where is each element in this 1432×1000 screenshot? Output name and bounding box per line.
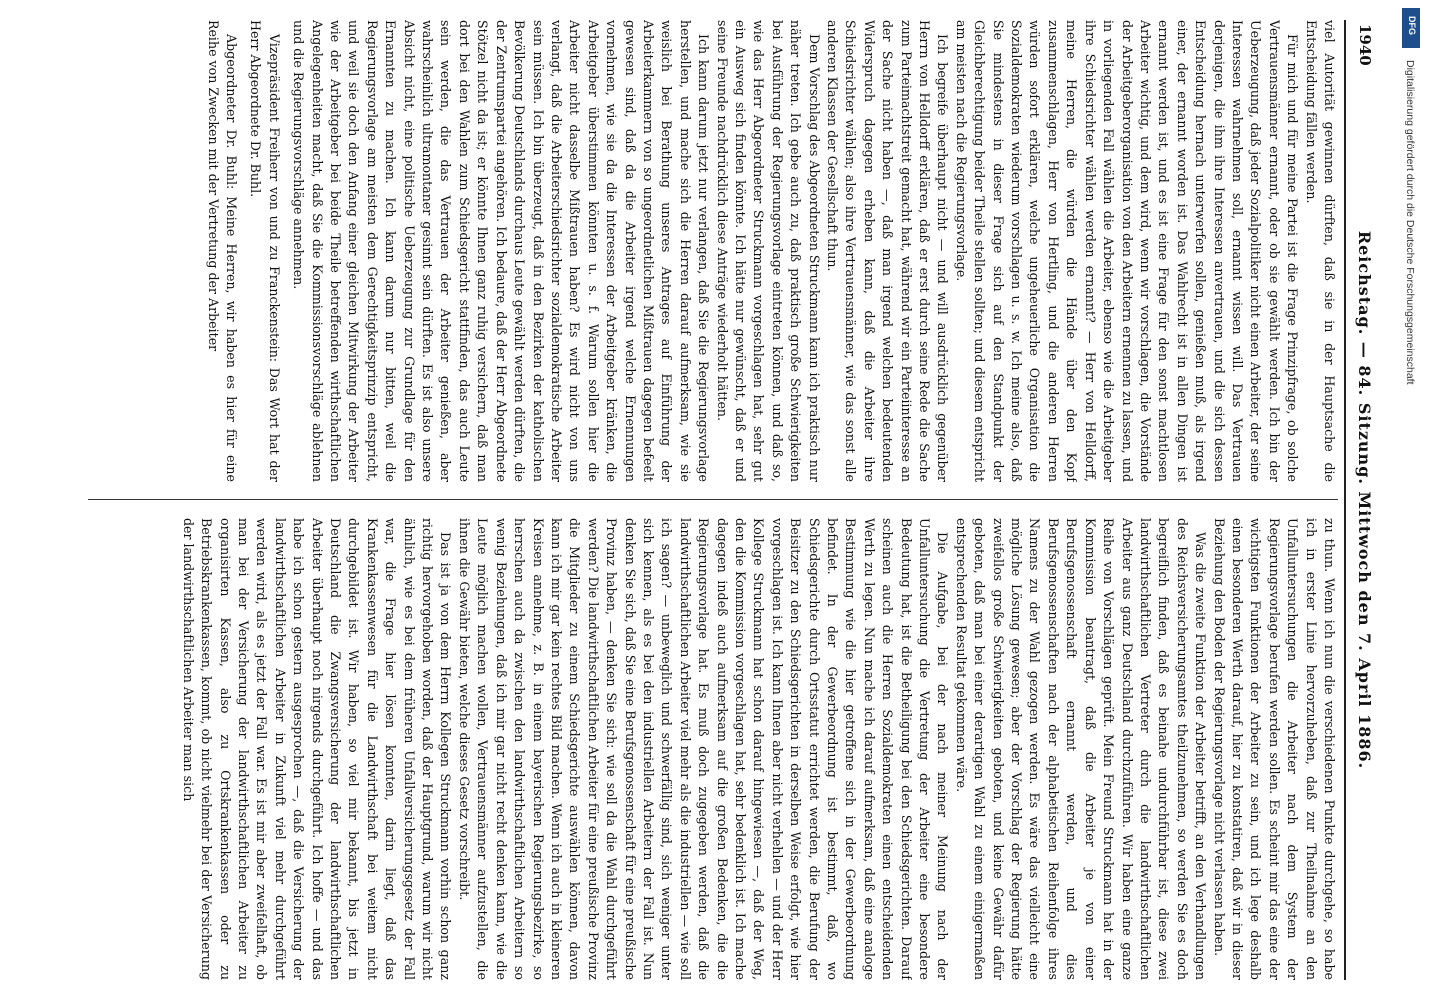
speaker-paragraph: Abgeordneter Dr. Buhl: Meine Herren, wir haben es hier für eine Reihe von Zwecken mit der Vertretung der Arbeiter <box>205 20 240 482</box>
paragraph: Dem Vorschlag des Abgeordneten Struckmann kann ich praktisch nur näher treten. Ich gebe auch zu, daß praktisch große Schwierigkeiten bei Ausführung der Regierungsvorlage eintreten können, und daß so, wie das Herr Abgeordneter Struckmann vorgeschlagen hat, sehr gut ein Ausweg sich finden könnte. Ich hätte nur gewünscht, daß er und seine Freunde nachdrücklich diese Anträge wiederholt hätten. <box>714 20 822 482</box>
paragraph: Die Aufgabe, bei der nach meiner Meinung nach der Unfalluntersuchung die Vertretung der Arbeiter eine besondere Bedeutung hat, ist die Betheiligung bei den Schiedsgerichten. Darauf scheinen auch die Herren Sozialdemokraten einen entscheidenden Werth zu legen. Nun mache ich darauf aufmerksam, daß eine analoge Bestimmung wie die hier getroffene sich in der Gewerbeordnung befindet. In der Gewerbeordnung ist bestimmt, daß, wo Schiedsgerichte durch Ortsstatut errichtet werden, die Berufung der Beisitzer zu den Schiedsgerichten in derselben Weise erfolgt, wie hier vorgeschlagen ist. Ich kann Ihnen aber nicht verhehlen — und der Herr Kollege Struckmann hat schon darauf hingewiesen —, daß der Weg, den die Kommission vorgeschlagen hat, sehr bedenklich ist. Ich mache dagegen indeß auch aufmerksam auf die großen Bedenken, die die Regierungsvorlage hat. Es muß doch zugegeben werden, daß die landwirthschaftlichen Arbeiter viel mehr als die industriellen — wie soll ich sagen? — unbeweglich und schwerfällig sind, sich weniger unter sich kennen, als es bei den industriellen Arbeitern der Fall ist. Nun denken Sie sich, daß Sie eine Berufsgenossenschaft für eine preußische Provinz haben, — denken Sie sich: wie soll da die Wahl durchgeführt werden? Die landwirthschaftlichen Arbeiter für eine preußische Provinz die Mitglieder zu einem Schiedsgerichte auswählen können, davon kann ich mir gar kein rechtes Bild machen. Wenn ich auch in kleineren Kreisen annehme, z. B. in einem bayerischen Regierungsbezirke, so herrschen auch da zwischen den landwirthschaftlichen Arbeitern so wenig Beziehungen, daß ich mir gar nicht recht denken kann, wie die Leute möglich machen wollen, Vertrauensmänner aufzustellen, die ihnen die Gewähr bieten, welche dieses Gesetz vorschreibt. <box>456 518 951 980</box>
paragraph: Ich kann darum jetzt nur verlangen, daß Sie die Regierungsvorlage herstellen, und mache sich die Herren darauf aufmerksam, wie sie weislich bei Berathung unseres Antrages auf Einführung der Arbeiterkammern von so ungeordnetlichen Mißtrauen dagegen befeelt gewesen sind, daß da die Arbeiter irgend welche Ernennungen vornehmen, wie sie da die Interessen der Arbeitgeber kränken, die Arbeitgeber überstimmen könnten u. s. f. Warum sollen hier die Arbeiter nicht dasselbe Mißtrauen haben? Es wird nicht von uns verlangt, daß die Arbeiterschiedsrichter sozialdemokratische Arbeiter sein müssen. Ich bin überzeugt, daß in den Bezirken der katholischen Bevölkerung Deutschlands durchaus Leute gewählt werden dürften, die der Zentrumspartei angehören. Ich bedaure, daß der Herr Abgeordnete Stötzel nicht da ist; er könnte Ihnen ganz ruhig versichern, daß man dort bei den Wahlen zum Schiedsgericht stattfinden, das auch Leute sein werden, die das Vertrauen der Arbeiter genießen, aber wahrscheinlich ultramontaner gesinnt sein dürften. Es ist also unsere Absicht nicht, eine politische Ueberzeugung zur Grundlage für den Ernannten zu machen. Ich kann darum nur bitten, weil die Regierungsvorlage am meisten dem Gerechtigkeitsprinzip entspricht, und weil sie doch den Anfang einer gleichen Mitwirkung der Arbeiter wie der Arbeitgeber bei beide Theile betreffenden wirthschaftlichen Angelegenheiten macht, daß Sie die Kommissionsvorschläge ablehnen und die Regierungsvorschläge annehmen. <box>291 20 712 482</box>
dfg-logo <box>1402 8 1420 48</box>
left-column <box>88 20 1338 482</box>
digitization-note-text: Digitalisierung gefördert durch die Deutsche Forschungsgemeinschaft <box>1404 60 1416 385</box>
president-remark: Vizepräsident Freiherr von und zu Franckenstein: Das Wort hat der Herr Abgeordnete Dr. Buhl. <box>248 20 282 482</box>
paragraph: Das ist ja von dem Herrn Kollegen Struckmann vorhin schon ganz richtig hervorgehoben worden, daß der Hauptgrund, warum wir nicht ähnlich, wie es bei dem früheren Unfallversicherungsgesetz der Fall war, die Frage hier lösen konnten, darin liegt, daß das Krankenkassenwesen für die Landwirthschaft bei weitem nicht durchgebildet ist. Wir haben, so viel mir bekannt, bis jetzt in Deutschland die Zwangsversicherung der landwirthschaftlichen Arbeiter überhaupt noch nirgends durchgeführt. Ich hoffe — und das habe ich schon gestern ausgesprochen —, daß die Versicherung der landwirthschaftlichen Arbeiter in Zukunft viel mehr durchgeführt werden wird, als es jetzt der Fall war. Es ist mir aber zweifelhaft, ob man bei der Versicherung der landwirthschaftlichen Arbeiter zu organisirten Kassen, also zu Ortskrankenkassen oder zu Betriebskrankenkassen, kommt, ob nicht vielmehr bei der Versicherung der landwirthschaftlichen Arbeiter man sich <box>180 518 454 980</box>
running-title: Reichstag. — 84. Sitzung. Mittwoch den 7. April 1886. <box>1355 230 1374 770</box>
document-page <box>0 20 1380 980</box>
paragraph: Ich begreife überhaupt nicht — und will ausdrücklich gegenüber Herrn von Helldorff erklären, daß er erst durch seine Rede die Sache zum Parteimachtstreit gemacht hat, während wir ein Parteiinteresse an der Sache nicht haben —, daß man irgend welchen bedeutenden Widerspruch dagegen erheben kann, daß die Arbeiter ihre Schiedsrichter wählen; also ihre Vertrauensmänner, wie das sonst alle anderen Klassen der Gesellschaft thun. <box>825 20 951 482</box>
dfg-logo-text: DFG <box>1407 16 1417 35</box>
digitization-note <box>1398 60 1422 940</box>
paragraph: Was die zweite Funktion der Arbeiter betrifft, an den Verhandlungen des Reichsversicherungsamtes theilzunehmen, so werden Sie es doch begreiflich finden, daß es beinahe undurchführbar ist, diese zwei landwirthschaftlichen Vertreter durch die landwirthschaftlichen Arbeiter aus ganz Deutschland durchzuführen. Wir haben eine ganze Reihe von Vorschlägen geprüft. Mein Freund Struckmann hat in der Kommission beantragt, daß die Arbeiter je von einer Berufsgenossenschaft ernannt werden, und dies Berufsgenossenschaften nach der alphabetischen Reihenfolge ihres Namens zu der Wahl gezogen werden. Es wäre das vielleicht eine mögliche Lösung gewesen; aber der Vorschlag der Regierung hätte zweifellos große Schwierigkeiten geboten, und keine Gewähr dafür geboten, daß man bei einer derartigen Wahl zu einem einigermaßen entsprechenden Resultat gekommen wäre. <box>953 518 1209 980</box>
right-column <box>88 518 1338 980</box>
column-divider <box>88 499 1338 500</box>
paragraph: viel Autorität gewinnen dürften, daß sie in der Hauptsache die Entscheidung fällen werden. <box>1303 20 1337 482</box>
page-header <box>1344 20 1380 980</box>
paragraph: zu thun. Wenn ich nun die verschiedenen Punkte durchgehe, so habe ich in erster Linie hervorzuheben, daß zur Theilnahme an den Unfalluntersuchungen die Arbeiter nach dem System der Regierungsvorlage berufen werden sollen. Es scheint mir das eine der wichtigsten Funktionen der Arbeiter zu sein, und ich lege deshalb einen besonderen Werth darauf, hier zu konstatiren, daß wir in dieser Beziehung den Boden der Regierungsvorlage nicht verlassen haben. <box>1211 518 1337 980</box>
page-number: 1940 <box>1356 24 1374 66</box>
paragraph: Für mich und für meine Partei ist die Frage Prinzipfrage, ob solche Vertrauensmänner ernannt, oder ob sie gewählt werden. Ich bin der Ueberzeugung, daß jeder Sozialpolitiker nicht einen Arbeiter, der seine Interessen wahrnehmen soll, ernannt wissen will. Das Vertrauen derjenigen, die ihm ihre Interessen anvertrauen, und die sich dessen Entscheidung hernach unterwerfen sollen, genießen muß, als irgend einer, der ernannt worden ist. Das Wahlrecht ist in allen Dingen ist ernannt werden ist, und es ist eine Frage für den sonst machtlosen Arbeiter wichtig, und dem wird, wenn wir vorschlagen, die Vorstände der Arbeitgeberorganisation von den Arbeitern ernennen zu lassen, und in vorliegenden Fall wählen die Arbeiter, ebenso wie die Arbeitgeber ihre Schiedsrichter wählen werden ernannt? — Herr von Helldorff, meine Herren, die würden die Hände über den Kopf zusammenschlagen, Herr von Hertling, und die anderen Herren würden sofort erklären, welche ungeheuerliche Organisation die Sozialdemokraten wiederum vorschlagen u. s. w. Ich meine also, daß Sie mindestens in dieser Frage sich auf den Standpunkt der Gleichberechtigung beider Theile stellen sollten; und diesem entspricht am meisten nach die Regierungsvorlage. <box>953 20 1301 482</box>
text-columns <box>88 20 1338 980</box>
